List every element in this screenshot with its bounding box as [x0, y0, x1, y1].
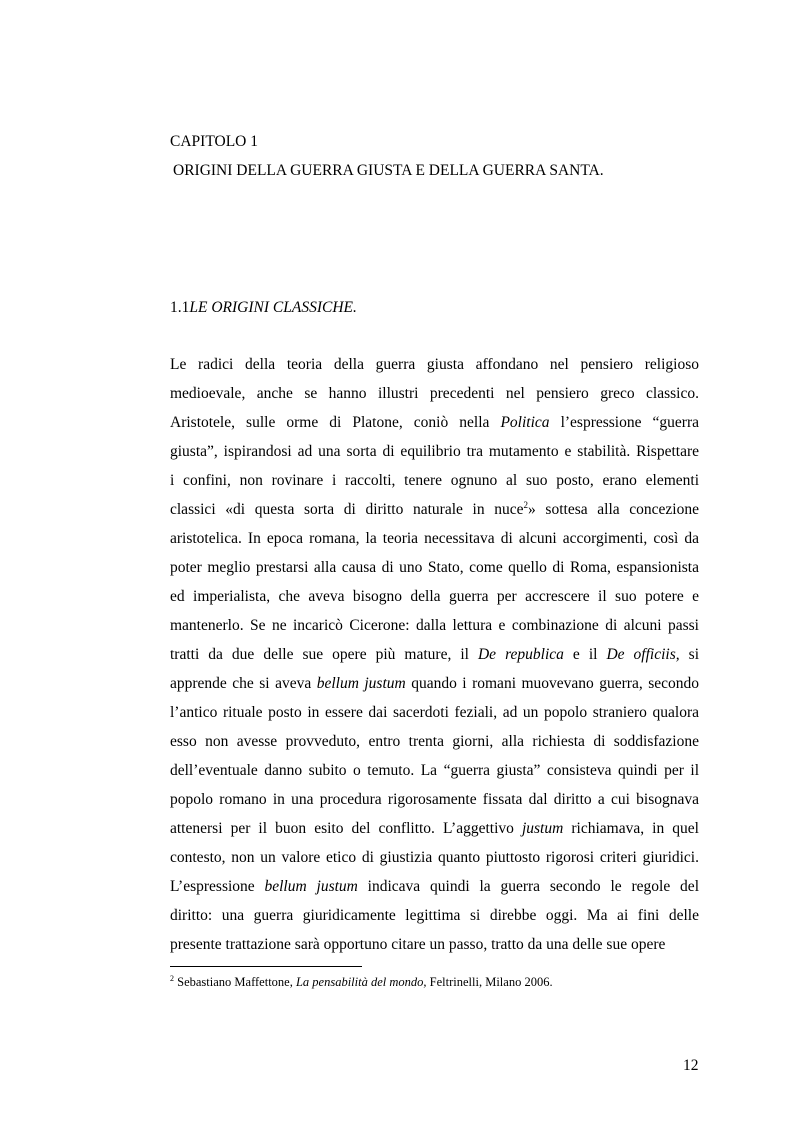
italic-text: justum: [521, 820, 564, 837]
text-run: indicava quindi la guerra secondo le regole del: [357, 878, 699, 895]
text-run: esso non avesse provveduto, entro trenta giorni, alla richiesta di soddisfazione: [170, 733, 699, 750]
body-line: [170, 640, 699, 669]
text-run: classici «di questa sorta di diritto naturale in nuce: [170, 501, 524, 518]
text-run: l’espressione “guerra: [549, 414, 699, 431]
text-run: apprende che si aveva: [170, 675, 317, 692]
section-number: 1.1: [170, 299, 190, 316]
footnote-marker: 2: [170, 973, 174, 983]
text-run: presente trattazione sarà opportuno citare un passo, tratto da una delle sue opere: [170, 936, 666, 953]
page-number: 12: [683, 1057, 699, 1074]
body-line: [170, 611, 699, 640]
text-run: richiamava, in quel: [563, 820, 699, 837]
body-line: [170, 727, 699, 756]
text-run: tratti da due delle sue opere più mature, il: [170, 646, 478, 663]
text-run: si: [679, 646, 699, 663]
footnote: [170, 974, 553, 991]
body-line: [170, 408, 699, 437]
body-line: [170, 379, 699, 408]
text-run: » sottesa alla concezione: [528, 501, 699, 518]
text-run: aristotelica. In epoca romana, la teoria necessitava di alcuni accorgimenti, così da: [170, 530, 699, 547]
body-line: [170, 756, 699, 785]
text-run: giusta”, ispirandosi ad una sorta di equilibrio tra mutamento e stabilità. Rispettare: [170, 443, 699, 460]
text-run: popolo romano in una procedura rigorosamente fissata dal diritto a cui bisognava: [170, 791, 699, 808]
body-line: [170, 524, 699, 553]
text-run: medioevale, anche se hanno illustri precedenti nel pensiero greco classico.: [170, 385, 699, 402]
italic-text: De officiis,: [606, 646, 680, 663]
body-line: [170, 495, 699, 524]
text-run: dell’eventuale danno subito o temuto. La “guerra giusta” consisteva quindi per il: [170, 762, 699, 779]
body-line: [170, 843, 699, 872]
text-run: mantenerlo. Se ne incaricò Cicerone: dalla lettura e combinazione di alcuni passi: [170, 617, 699, 634]
body-paragraph: [170, 350, 699, 959]
body-line: [170, 466, 699, 495]
text-run: diritto: una guerra giuridicamente legittima si direbbe oggi. Ma ai fini delle: [170, 907, 699, 924]
body-line: [170, 930, 699, 959]
italic-text: De republica: [477, 646, 564, 663]
section-heading: [170, 298, 357, 318]
italic-text: Politica: [500, 414, 550, 431]
section-title: LE ORIGINI CLASSICHE.: [189, 299, 357, 316]
body-line: [170, 814, 699, 843]
body-line: [170, 553, 699, 582]
footnote-reference: 2: [523, 499, 529, 510]
text-run: poter meglio prestarsi alla causa di uno Stato, come quello di Roma, espansionista: [170, 559, 699, 576]
body-line: [170, 698, 699, 727]
text-run: Le radici della teoria della guerra giusta affondano nel pensiero religioso: [170, 356, 699, 373]
body-line: [170, 437, 699, 466]
italic-text: bellum justum: [264, 878, 358, 895]
footnote-divider: [170, 966, 362, 967]
text-run: ed imperialista, che aveva bisogno della guerra per accrescere il suo potere e: [170, 588, 699, 605]
text-run: l’antico rituale posto in essere dai sacerdoti feziali, ad un popolo straniero qualora: [170, 704, 699, 721]
footnote-publisher: Feltrinelli, Milano 2006.: [426, 975, 553, 989]
text-run: i confini, non rovinare i raccolti, tenere ognuno al suo posto, erano elementi: [170, 472, 699, 489]
text-run: attenersi per il buon esito del conflitto. L’aggettivo: [170, 820, 522, 837]
body-line: [170, 901, 699, 930]
text-run: L’espressione: [170, 878, 265, 895]
chapter-title: ORIGINI DELLA GUERRA GIUSTA E DELLA GUERRA SANTA.: [173, 162, 604, 179]
footnote-author: Sebastiano Maffettone,: [174, 975, 296, 989]
footnote-work-title: La pensabilità del mondo,: [295, 975, 427, 989]
body-line: [170, 669, 699, 698]
body-line: [170, 872, 699, 901]
text-run: e il: [563, 646, 607, 663]
italic-text: bellum justum: [316, 675, 406, 692]
chapter-label: CAPITOLO 1: [170, 133, 258, 150]
body-line: [170, 785, 699, 814]
text-run: quando i romani muovevano guerra, secondo: [405, 675, 699, 692]
body-line: [170, 582, 699, 611]
text-run: Aristotele, sulle orme di Platone, coniò nella: [170, 414, 501, 431]
text-run: contesto, non un valore etico di giustizia quanto piuttosto rigorosi criteri giuridici.: [170, 849, 699, 866]
body-line: [170, 350, 699, 379]
